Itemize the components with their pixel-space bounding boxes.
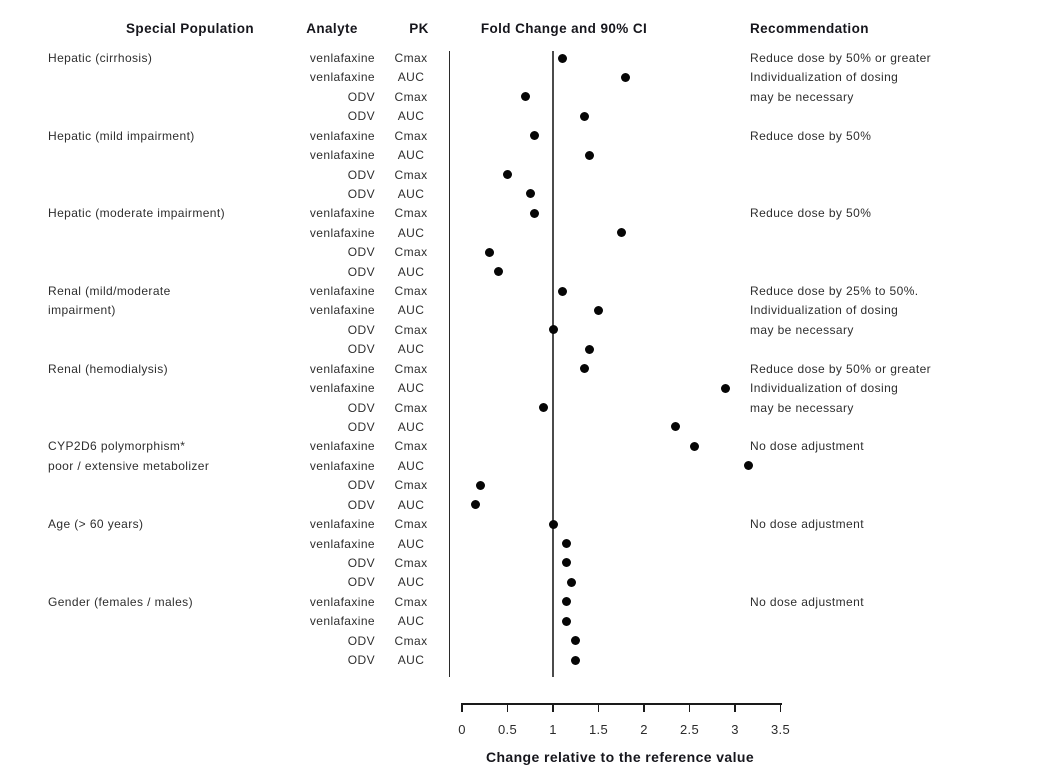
pk-parameter-label: Cmax xyxy=(394,478,428,493)
population-label: Age (> 60 years) xyxy=(48,517,144,532)
pk-parameter-label: AUC xyxy=(397,614,425,629)
analyte-label: ODV xyxy=(347,555,375,570)
analyte-label: ODV xyxy=(347,89,375,104)
recommendation-text: Reduce dose by 50% xyxy=(750,206,872,221)
recommendation-text: No dose adjustment xyxy=(750,517,864,532)
population-label: Hepatic (cirrhosis) xyxy=(48,51,153,65)
fold-change-data-point xyxy=(539,403,548,412)
x-axis-tick xyxy=(598,703,600,712)
pk-parameter-label: AUC xyxy=(397,264,425,279)
header-special-population: Special Population xyxy=(126,21,254,36)
pk-parameter-label: AUC xyxy=(397,186,425,201)
population-label: poor / extensive metabolizer xyxy=(48,458,210,473)
pk-parameter-label: Cmax xyxy=(394,322,428,337)
recommendation-text: Reduce dose by 50% or greater xyxy=(750,361,932,376)
reference-value-line xyxy=(552,51,554,677)
analyte-label: venlafaxine xyxy=(309,594,375,609)
fold-change-data-point xyxy=(526,189,535,198)
analyte-label: ODV xyxy=(347,400,375,415)
pk-parameter-label: AUC xyxy=(397,109,425,124)
analyte-label: venlafaxine xyxy=(309,458,375,473)
fold-change-data-point xyxy=(521,92,530,101)
analyte-label: venlafaxine xyxy=(309,206,375,221)
analyte-label: ODV xyxy=(347,186,375,201)
fold-change-data-point xyxy=(580,112,589,121)
pk-parameter-label: AUC xyxy=(397,536,425,551)
fold-change-data-point xyxy=(580,364,589,373)
recommendation-text: Individualization of dosing xyxy=(750,70,899,85)
x-axis-tick-label: 0 xyxy=(458,722,466,737)
analyte-label: venlafaxine xyxy=(309,536,375,551)
pk-parameter-label: AUC xyxy=(397,148,425,163)
x-axis-title: Change relative to the reference value xyxy=(485,749,755,765)
analyte-label: venlafaxine xyxy=(309,225,375,240)
x-axis-tick xyxy=(780,703,782,712)
analyte-label: venlafaxine xyxy=(309,361,375,376)
fold-change-data-point xyxy=(617,228,626,237)
population-label: CYP2D6 polymorphism* xyxy=(48,439,186,454)
header-pk: PK xyxy=(409,21,429,36)
recommendation-text: No dose adjustment xyxy=(750,594,864,609)
population-label: Hepatic (moderate impairment) xyxy=(48,206,225,221)
x-axis-tick xyxy=(461,703,463,712)
x-axis-tick-label: 1.5 xyxy=(589,722,608,737)
pk-parameter-label: AUC xyxy=(397,70,425,85)
fold-change-data-point xyxy=(549,520,558,529)
pk-parameter-label: AUC xyxy=(397,497,425,512)
population-label: Renal (mild/moderate xyxy=(48,284,171,299)
fold-change-data-point xyxy=(549,325,558,334)
fold-change-data-point xyxy=(471,500,480,509)
analyte-label: ODV xyxy=(347,167,375,182)
fold-change-data-point xyxy=(594,306,603,315)
header-analyte: Analyte xyxy=(306,21,358,36)
x-axis-tick xyxy=(734,703,736,712)
pk-parameter-label: Cmax xyxy=(394,128,428,143)
analyte-label: venlafaxine xyxy=(309,517,375,532)
x-axis-tick xyxy=(689,703,691,712)
analyte-label: venlafaxine xyxy=(309,381,375,396)
pk-parameter-label: AUC xyxy=(397,381,425,396)
fold-change-data-point xyxy=(721,384,730,393)
pk-parameter-label: AUC xyxy=(397,458,425,473)
pk-parameter-label: Cmax xyxy=(394,555,428,570)
recommendation-text: Reduce dose by 25% to 50%. xyxy=(750,284,919,299)
analyte-label: ODV xyxy=(347,264,375,279)
fold-change-data-point xyxy=(494,267,503,276)
fold-change-data-point xyxy=(744,461,753,470)
pk-parameter-label: AUC xyxy=(397,653,425,668)
fold-change-data-point xyxy=(567,578,576,587)
analyte-label: venlafaxine xyxy=(309,148,375,163)
x-axis-tick-label: 1 xyxy=(549,722,557,737)
header-recommendation: Recommendation xyxy=(750,21,869,36)
analyte-label: ODV xyxy=(347,497,375,512)
x-axis-tick-label: 2.5 xyxy=(680,722,699,737)
pk-parameter-label: Cmax xyxy=(394,594,428,609)
x-axis-tick xyxy=(643,703,645,712)
plot-left-border-line xyxy=(449,51,450,677)
pk-parameter-label: AUC xyxy=(397,303,425,318)
fold-change-data-point xyxy=(621,73,630,82)
fold-change-data-point xyxy=(585,151,594,160)
x-axis-tick xyxy=(507,703,509,712)
pk-parameter-label: Cmax xyxy=(394,51,428,65)
recommendation-text: No dose adjustment xyxy=(750,439,864,454)
recommendation-text: may be necessary xyxy=(750,322,854,337)
pk-parameter-label: Cmax xyxy=(394,167,428,182)
population-label: Gender (females / males) xyxy=(48,594,193,609)
analyte-label: ODV xyxy=(347,342,375,357)
recommendation-text: Reduce dose by 50% xyxy=(750,128,872,143)
recommendation-text: may be necessary xyxy=(750,400,854,415)
fold-change-data-point xyxy=(485,248,494,257)
header-fold-change: Fold Change and 90% CI xyxy=(480,21,648,36)
fold-change-data-point xyxy=(690,442,699,451)
recommendation-text: Reduce dose by 50% or greater xyxy=(750,51,932,65)
pk-parameter-label: Cmax xyxy=(394,517,428,532)
recommendation-text: Individualization of dosing xyxy=(750,381,899,396)
analyte-label: ODV xyxy=(347,653,375,668)
fold-change-data-point xyxy=(562,617,571,626)
analyte-label: ODV xyxy=(347,419,375,434)
recommendation-text: may be necessary xyxy=(750,89,854,104)
fold-change-data-point xyxy=(558,287,567,296)
pk-parameter-label: Cmax xyxy=(394,245,428,260)
pk-parameter-label: AUC xyxy=(397,419,425,434)
analyte-label: venlafaxine xyxy=(309,128,375,143)
analyte-label: venlafaxine xyxy=(309,284,375,299)
x-axis-tick-label: 3 xyxy=(731,722,739,737)
fold-change-data-point xyxy=(562,539,571,548)
analyte-label: venlafaxine xyxy=(309,70,375,85)
fold-change-data-point xyxy=(503,170,512,179)
fold-change-data-point xyxy=(530,131,539,140)
pk-parameter-label: AUC xyxy=(397,342,425,357)
analyte-label: ODV xyxy=(347,478,375,493)
analyte-label: ODV xyxy=(347,245,375,260)
fold-change-data-point xyxy=(571,636,580,645)
fold-change-data-point xyxy=(476,481,485,490)
analyte-label: venlafaxine xyxy=(309,614,375,629)
pk-parameter-label: AUC xyxy=(397,225,425,240)
fold-change-data-point xyxy=(671,422,680,431)
fold-change-data-point xyxy=(530,209,539,218)
fold-change-data-point xyxy=(562,558,571,567)
x-axis-tick-label: 2 xyxy=(640,722,648,737)
analyte-label: ODV xyxy=(347,109,375,124)
pk-parameter-label: Cmax xyxy=(394,284,428,299)
fold-change-data-point xyxy=(562,597,571,606)
analyte-label: ODV xyxy=(347,575,375,590)
population-label: Hepatic (mild impairment) xyxy=(48,128,195,143)
analyte-label: venlafaxine xyxy=(309,51,375,65)
analyte-label: venlafaxine xyxy=(309,303,375,318)
population-label: Renal (hemodialysis) xyxy=(48,361,169,376)
recommendation-text: Individualization of dosing xyxy=(750,303,899,318)
pk-parameter-label: Cmax xyxy=(394,400,428,415)
fold-change-data-point xyxy=(571,656,580,665)
pk-parameter-label: AUC xyxy=(397,575,425,590)
fold-change-data-point xyxy=(558,54,567,63)
pk-parameter-label: Cmax xyxy=(394,633,428,648)
x-axis-tick xyxy=(552,703,554,712)
pk-parameter-label: Cmax xyxy=(394,89,428,104)
pk-parameter-label: Cmax xyxy=(394,206,428,221)
pk-parameter-label: Cmax xyxy=(394,361,428,376)
analyte-label: ODV xyxy=(347,322,375,337)
fold-change-data-point xyxy=(585,345,594,354)
population-label: impairment) xyxy=(48,303,116,318)
x-axis-tick-label: 0.5 xyxy=(498,722,517,737)
analyte-label: venlafaxine xyxy=(309,439,375,454)
pk-parameter-label: Cmax xyxy=(394,439,428,454)
x-axis-tick-label: 3.5 xyxy=(771,722,790,737)
analyte-label: ODV xyxy=(347,633,375,648)
